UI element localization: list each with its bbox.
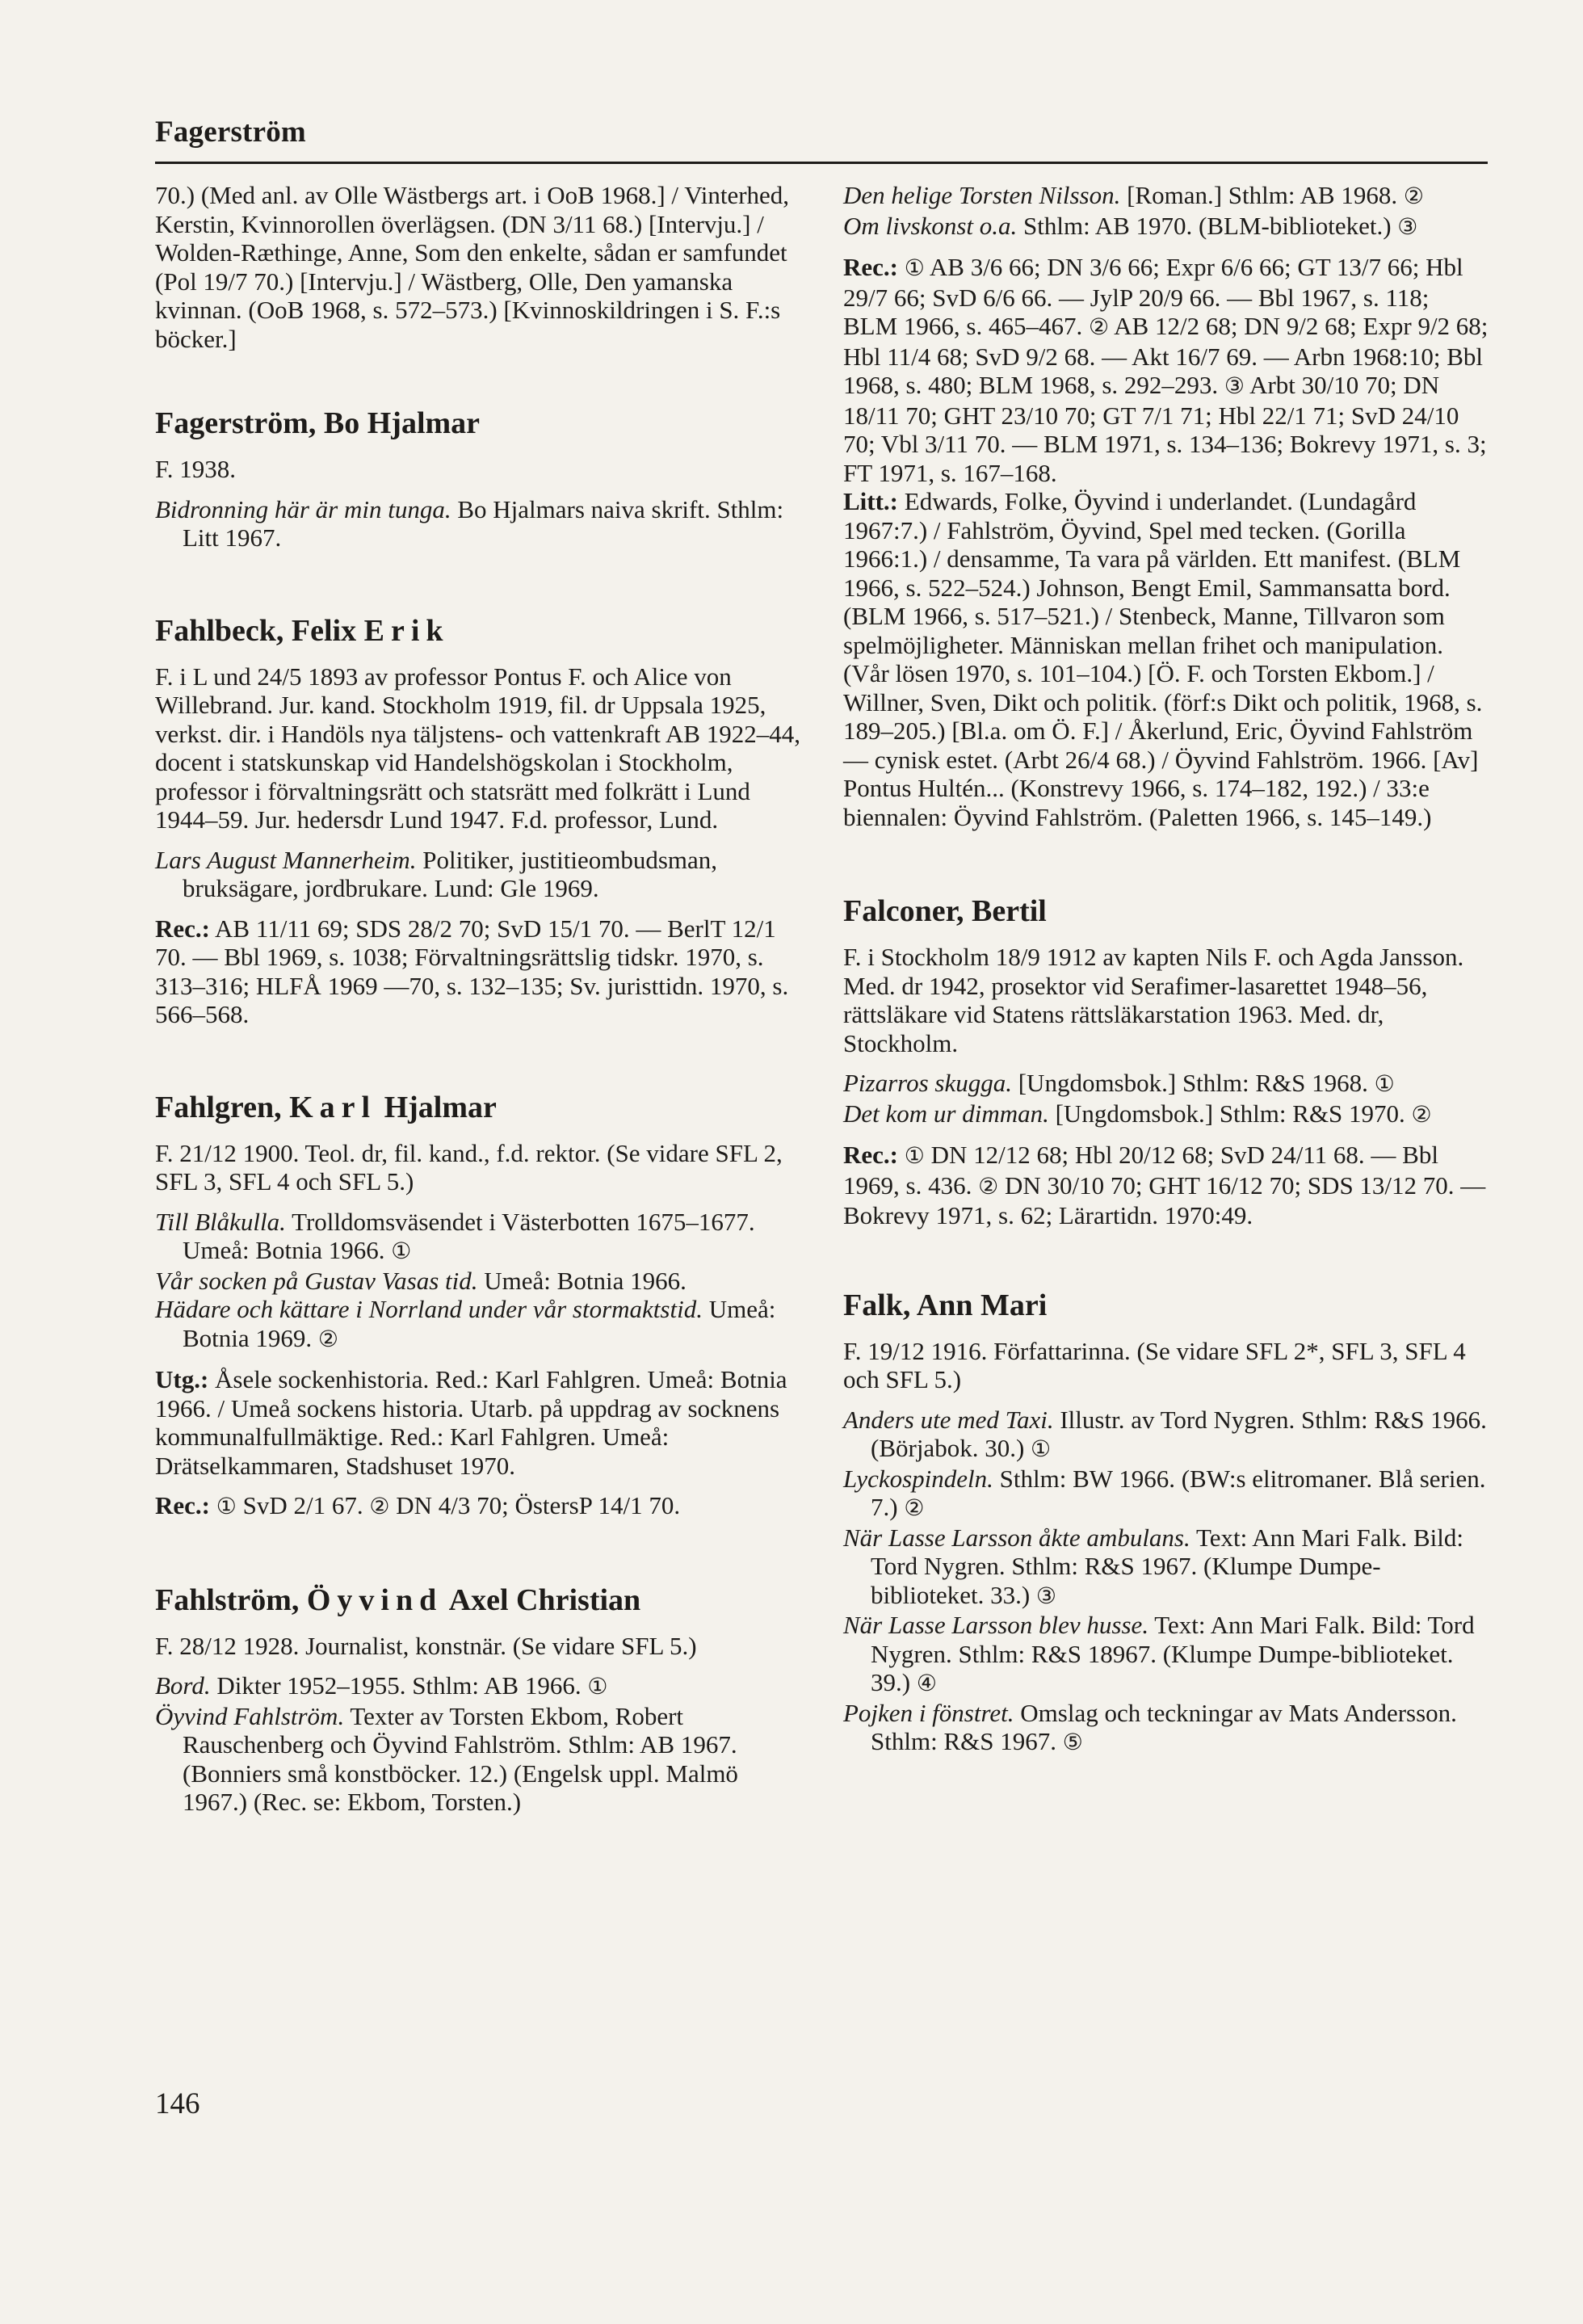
work-item <box>155 495 801 553</box>
circled-number: ① <box>904 1144 925 1169</box>
work-item <box>843 1523 1489 1612</box>
circled-number: ③ <box>1397 214 1418 240</box>
left-column <box>155 181 801 1817</box>
rec-label: Rec.: <box>155 1491 210 1519</box>
work-title: Bord. <box>155 1671 211 1700</box>
work-item <box>843 1611 1489 1699</box>
circled-number: ② <box>904 1496 925 1521</box>
circled-number: ② <box>1089 315 1110 340</box>
rec-label: Rec.: <box>843 1141 898 1169</box>
circled-number: ④ <box>916 1671 937 1696</box>
work-details: [Ungdomsbok.] Sthlm: R&S 1970. <box>1048 1099 1412 1128</box>
rec-text: AB 12/2 68; DN 9/2 68; Expr 9/2 68; Hbl 11/4 68; SvD 9/2 68. — Akt 16/7 69. — Arbn 1968:10; Bbl 1968, s. 480; BLM 1968, s. 292–293. <box>843 312 1489 399</box>
work-title: Öyvind Fahlström. <box>155 1701 345 1730</box>
work-details: Bo Hjalmars naiva skrift. Sthlm: Litt 1967. <box>183 494 784 552</box>
entry-fagerstrom-bo <box>155 405 801 553</box>
entry-heading <box>155 1089 801 1126</box>
heading-part: Fahlbeck, Felix <box>155 613 364 648</box>
circled-number: ① <box>391 1239 412 1264</box>
work-item <box>155 1702 801 1817</box>
work-item <box>155 1671 801 1702</box>
circled-number: ② <box>1403 184 1424 209</box>
rec-text: Arbt 30/10 70; DN 18/11 70; GHT 23/10 70; GT 7/1 71; Hbl 22/1 71; SvD 24/10 70; Vbl 3/11 70. — BLM 1971, s. 134–136; Bokrevy 1971, s. 3; FT 1971, s. 167–168. <box>843 371 1487 487</box>
heading-part: Fahlström, <box>155 1582 307 1617</box>
entry-heading: Falconer, Bertil <box>843 894 1047 928</box>
work-details: Text: Ann Mari Falk. Bild: Tord Nygren. Sthlm: R&S 18967. (Klumpe Dumpe-biblioteket. 39.) <box>871 1611 1475 1696</box>
entry-bio: F. i Stockholm 18/9 1912 av kapten Nils F. och Agda Jansson. Med. dr 1942, prosektor vid Serafimer-lasarettet 1948–56, rättsläkare vid Statens rättsläkarstation 1963. Med. dr, Stockholm. <box>843 943 1464 1057</box>
work-title: Den helige Torsten Nilsson. <box>843 181 1121 209</box>
work-title: Lars August Mannerheim. <box>155 845 417 874</box>
work-title: Lyckospindeln. <box>843 1464 993 1493</box>
work-title: Pizarros skugga. <box>843 1069 1012 1097</box>
work-details: Umeå: Botnia 1966. <box>477 1266 687 1295</box>
heading-part: Fahlgren, <box>155 1090 290 1124</box>
work-title: Anders ute med Taxi. <box>843 1405 1054 1434</box>
work-item <box>843 1699 1489 1758</box>
work-details: Politiker, justitieombudsman, bruksägare, jordbrukare. Lund: Gle 1969. <box>183 845 718 902</box>
continuation-text: 70.) (Med anl. av Olle Wästbergs art. i OoB 1968.] / Vinterhed, Kerstin, Kvinnorollen överlägsen. (DN 3/11 68.) [Intervju.] / Wolden-Ræthinge, Anne, Som den enkelte, sådan er samfundet (Pol 19/7 70.) [Intervju.] / Wästberg, Olle, Den yamanska kvinnan. (OoB 1968, s. 572–573.) [Kvinnoskildringen i S. F.:s böcker.] <box>155 181 790 353</box>
work-details: Illustr. av Tord Nygren. Sthlm: R&S 1966. (Börjabok. 30.) <box>871 1405 1487 1462</box>
entry-fahlbeck <box>155 612 801 1029</box>
work-item <box>843 1465 1489 1523</box>
work-title: När Lasse Larsson åkte ambulans. <box>843 1523 1190 1552</box>
heading-spaced-name: Karl <box>289 1090 377 1124</box>
rec-label: Rec.: <box>843 253 898 281</box>
circled-number: ① <box>587 1675 608 1700</box>
rec-text: DN 30/10 70; GHT 16/12 70; SDS 13/12 70. — Bokrevy 1971, s. 62; Lärartidn. 1970:49. <box>843 1170 1486 1229</box>
heading-spaced-name: Erik <box>363 613 450 648</box>
heading-part: Hjalmar <box>376 1090 497 1124</box>
work-title: Om livskonst o.a. <box>843 211 1018 240</box>
page-number: 146 <box>155 2087 200 2120</box>
work-details: [Ungdomsbok.] Sthlm: R&S 1968. <box>1011 1069 1375 1097</box>
heading-part: Axel Christian <box>443 1582 641 1617</box>
work-details: Umeå: Botnia 1969. <box>183 1295 776 1352</box>
work-title: När Lasse Larsson blev husse. <box>843 1611 1149 1639</box>
work-item <box>155 846 801 903</box>
circled-number: ③ <box>1035 1583 1057 1609</box>
work-item <box>843 212 1489 242</box>
rec-text <box>210 1491 216 1519</box>
work-title: Till Blåkulla. <box>155 1207 286 1236</box>
rec-label: Rec.: <box>155 914 210 943</box>
work-item <box>155 1208 801 1267</box>
reviews-block <box>843 1141 1489 1230</box>
reviews-block <box>155 914 801 1029</box>
entry-fahlgren <box>155 1089 801 1522</box>
work-details: Sthlm: AB 1970. (BLM-biblioteket.) <box>1017 211 1398 240</box>
rec-text: DN 4/3 70; ÖstersP 14/1 70. <box>389 1491 681 1519</box>
work-item <box>843 1069 1489 1099</box>
entry-falk <box>843 1287 1489 1758</box>
work-title: Det kom ur dimman. <box>843 1099 1049 1128</box>
circled-number: ② <box>369 1494 390 1519</box>
circled-number: ① <box>1031 1437 1052 1462</box>
rec-text: SvD 2/1 67. <box>236 1491 370 1519</box>
right-column <box>843 181 1489 1758</box>
work-item <box>843 1406 1489 1465</box>
utg-label: Utg.: <box>155 1365 209 1393</box>
circled-number: ② <box>317 1326 339 1352</box>
entry-fahlstrom <box>155 1582 801 1817</box>
work-item <box>155 1267 801 1296</box>
entry-bio: F. 21/12 1900. Teol. dr, fil. kand., f.d. rektor. (Se vidare SFL 2, SFL 3, SFL 4 och SFL 5.) <box>155 1138 783 1196</box>
circled-number: ② <box>1411 1102 1432 1128</box>
work-details: Trolldomsväsendet i Västerbotten 1675–1677. Umeå: Botnia 1966. <box>183 1207 755 1264</box>
rec-text: AB 11/11 69; SDS 28/2 70; SvD 15/1 70. — BerlT 12/1 70. — Bbl 1969, s. 1038; Förvaltningsrättslig tidskr. 1970, s. 313–316; HLFÅ 1969 —70, s. 132–135; Sv. juristtidn. 1970, s. 566–568. <box>155 914 789 1028</box>
litt-label: Litt.: <box>843 487 899 515</box>
entry-heading <box>155 1582 801 1619</box>
entry-bio: F. i L und 24/5 1893 av professor Pontus F. och Alice von Willebrand. Jur. kand. Stockholm 1919, fil. dr Uppsala 1925, verkst. dir. i Handöls nya täljstens- och vattenkraft AB 1922–44, docent i statskunskap vid Handelshögskolan i Stockholm, professor i förvaltningsrätt och statsrätt med folkrätt i Lund 1944–59. Jur. hedersdr Lund 1947. F.d. professor, Lund. <box>155 662 800 834</box>
work-item <box>843 181 1489 212</box>
rec-text <box>898 1141 905 1169</box>
circled-number: ① <box>216 1494 237 1519</box>
rec-text <box>898 253 905 281</box>
work-details: Dikter 1952–1955. Sthlm: AB 1966. <box>210 1671 588 1700</box>
entry-falconer <box>843 893 1489 1230</box>
literature-block <box>843 487 1489 831</box>
work-title: Pojken i fönstret. <box>843 1698 1014 1727</box>
entry-heading <box>155 612 801 649</box>
work-title: Bidronning här är min tunga. <box>155 494 451 523</box>
utg-text: Åsele sockenhistoria. Red.: Karl Fahlgren. Umeå: Botnia 1966. / Umeå sockens historia. Utarb. på uppdrag av socknens kommunalfullmäktige. Red.: Karl Fahlgren. Umeå: Drätselkammaren, Stadshuset 1970. <box>155 1365 787 1480</box>
work-details: Sthlm: BW 1966. (BW:s elitromaner. Blå serien. 7.) <box>871 1464 1486 1521</box>
entry-heading: Fagerström, Bo Hjalmar <box>155 406 481 440</box>
editions-block <box>155 1365 801 1480</box>
rec-text: DN 12/12 68; Hbl 20/12 68; SvD 24/11 68. — Bbl 1969, s. 436. <box>843 1141 1438 1200</box>
work-details: Text: Ann Mari Falk. Bild: Tord Nygren. Sthlm: R&S 1967. (Klumpe Dumpe-biblioteket. 33.) <box>871 1523 1464 1609</box>
circled-number: ① <box>1374 1072 1395 1097</box>
work-item <box>155 1295 801 1354</box>
work-title: Vår socken på Gustav Vasas tid. <box>155 1266 478 1295</box>
work-details: Omslag och teckningar av Mats Andersson. Sthlm: R&S 1967. <box>871 1698 1457 1755</box>
entry-bio: F. 28/12 1928. Journalist, konstnär. (Se vidare SFL 5.) <box>155 1631 697 1660</box>
heading-spaced-name: Öyvind <box>306 1582 443 1617</box>
reviews-block <box>155 1491 801 1522</box>
circled-number: ⑤ <box>1062 1730 1083 1755</box>
rec-text: AB 3/6 66; DN 3/6 66; Expr 6/6 66; GT 13/7 66; Hbl 29/7 66; SvD 6/6 66. — JylP 20/9 66. — Bbl 1967, s. 118; BLM 1966, s. 465–467. <box>843 253 1463 340</box>
reviews-block <box>843 253 1489 487</box>
circled-number: ③ <box>1224 374 1245 399</box>
circled-number: ② <box>978 1174 999 1200</box>
running-head: Fagerström <box>155 116 306 149</box>
entry-bio: F. 1938. <box>155 455 237 483</box>
entry-heading: Falk, Ann Mari <box>843 1288 1048 1322</box>
entry-bio: F. 19/12 1916. Författarinna. (Se vidare SFL 2*, SFL 3, SFL 4 och SFL 5.) <box>843 1336 1466 1393</box>
work-title: Hädare och kättare i Norrland under vår stormaktstid. <box>155 1295 703 1323</box>
header-rule <box>155 162 1488 164</box>
work-details: Texter av Torsten Ekbom, Robert Rauschenberg och Öyvind Fahlström. Sthlm: AB 1967. (Bonniers små konstböcker. 12.) (Engelsk uppl. Malmö 1967.) (Rec. se: Ekbom, Torsten.) <box>183 1701 738 1816</box>
work-details: [Roman.] Sthlm: AB 1968. <box>1120 181 1404 209</box>
circled-number: ① <box>904 256 925 281</box>
litt-text: Edwards, Folke, Öyvind i underlandet. (Lundagård 1967:7.) / Fahlström, Öyvind, Spel med tecken. (Gorilla 1966:1.) / densamme, Ta vara på världen. Ett manifest. (BLM 1966, s. 522–524.) Johnson, Bengt Emil, Sammansatta bord. (BLM 1966, s. 517–521.) / Stenbeck, Manne, Tillvaron som spelmöjligheter. Människan mellan frihet och manipulation. (Vår lösen 1970, s. 101–104.) [Ö. F. och Torsten Ekbom.] / Willner, Sven, Dikt och politik. (förf:s Dikt och politik, 1968, s. 189–205.) [Bl.a. om Ö. F.] / Åkerlund, Eric, Öyvind Fahlström — cynisk estet. (Arbt 26/4 68.) / Öyvind Fahlström. 1966. [Av] Pontus Hultén... (Konstrevy 1966, s. 174–182, 192.) / 33:e biennalen: Öyvind Fahlström. (Paletten 1966, s. 145–149.) <box>843 487 1483 831</box>
work-item <box>843 1099 1489 1130</box>
